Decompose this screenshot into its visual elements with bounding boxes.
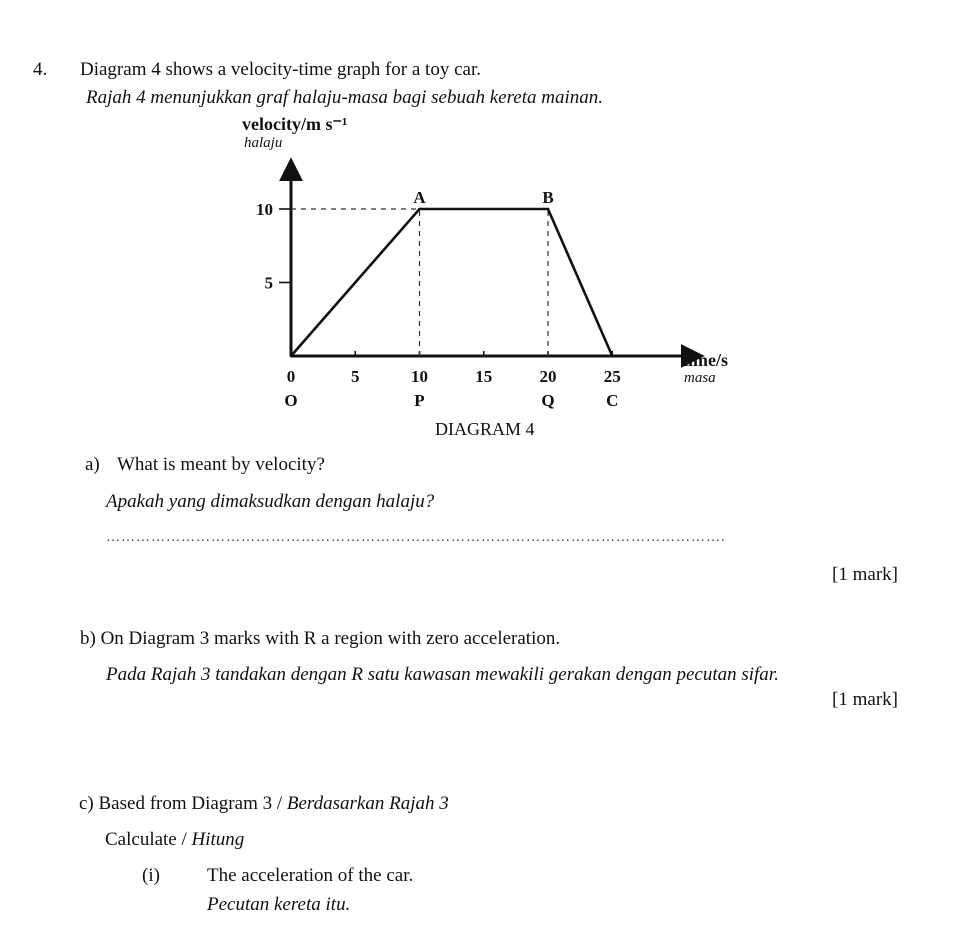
x-axis-title: time/s bbox=[682, 350, 728, 370]
data-point bbox=[418, 208, 421, 211]
part-a-answer-line[interactable]: ……………………………………………………………………………………………………………. bbox=[106, 530, 726, 545]
y-tick-label: 5 bbox=[264, 273, 273, 293]
x-point-label: P bbox=[414, 391, 425, 410]
question-intro-ms: Rajah 4 menunjukkan graf halaju-masa bagi sebuah kereta mainan. bbox=[86, 87, 603, 108]
part-b-question-en: b) On Diagram 3 marks with R a region with zero acceleration. bbox=[80, 628, 561, 649]
x-tick-label: 15 bbox=[475, 367, 493, 386]
part-a-label: a) bbox=[85, 454, 100, 475]
x-tick-label: 20 bbox=[539, 367, 557, 386]
velocity-time-graph bbox=[230, 110, 750, 415]
part-c-intro-en: c) Based from Diagram 3 / bbox=[79, 793, 287, 814]
x-tick-label: 10 bbox=[411, 367, 428, 386]
x-tick-label: 25 bbox=[603, 367, 621, 386]
axis-labels bbox=[242, 114, 728, 410]
guide-lines bbox=[291, 209, 548, 356]
y-tick-label: 10 bbox=[256, 200, 273, 219]
axes bbox=[279, 162, 700, 356]
part-a-marks: [1 mark] bbox=[832, 564, 898, 585]
part-a-question-en: What is meant by velocity? bbox=[117, 454, 325, 475]
part-c-item-text-ms: Pecutan kereta itu. bbox=[207, 894, 351, 915]
question-number: 4. bbox=[33, 59, 48, 80]
velocity-line bbox=[291, 209, 612, 356]
x-tick-label: 0 bbox=[286, 367, 296, 386]
part-c-intro-ms: Berdasarkan Rajah 3 bbox=[286, 793, 449, 814]
part-c-item-label: (i) bbox=[142, 865, 160, 886]
x-point-label: Q bbox=[541, 391, 555, 410]
y-axis-title: velocity/m s⁻¹ bbox=[242, 114, 348, 134]
data-point bbox=[290, 355, 293, 358]
part-b-marks: [1 mark] bbox=[832, 689, 898, 710]
x-axis-title-ms: masa bbox=[684, 370, 716, 386]
diagram-caption: DIAGRAM 4 bbox=[435, 419, 535, 439]
x-point-label: O bbox=[284, 391, 298, 410]
part-b-question-ms: Pada Rajah 3 tandakan dengan R satu kawasan mewakili gerakan dengan pecutan sifar. bbox=[106, 664, 779, 685]
data-point bbox=[611, 355, 614, 358]
part-c-item-text-en: The acceleration of the car. bbox=[207, 865, 414, 886]
point-label: A bbox=[413, 188, 426, 207]
data-point bbox=[547, 208, 550, 211]
point-label: B bbox=[542, 188, 554, 207]
y-axis-title-ms: halaju bbox=[244, 135, 283, 151]
x-tick-label: 5 bbox=[351, 367, 360, 386]
part-c-calc-en: Calculate / bbox=[105, 829, 192, 850]
question-intro-en: Diagram 4 shows a velocity-time graph for a toy car. bbox=[80, 59, 481, 80]
x-point-label: C bbox=[606, 391, 619, 410]
part-c-calc-ms: Hitung bbox=[191, 829, 245, 850]
part-a-question-ms: Apakah yang dimaksudkan dengan halaju? bbox=[106, 491, 435, 512]
part-c-intro bbox=[79, 794, 449, 813]
part-c-calculate bbox=[105, 830, 244, 849]
series-line bbox=[290, 208, 614, 358]
